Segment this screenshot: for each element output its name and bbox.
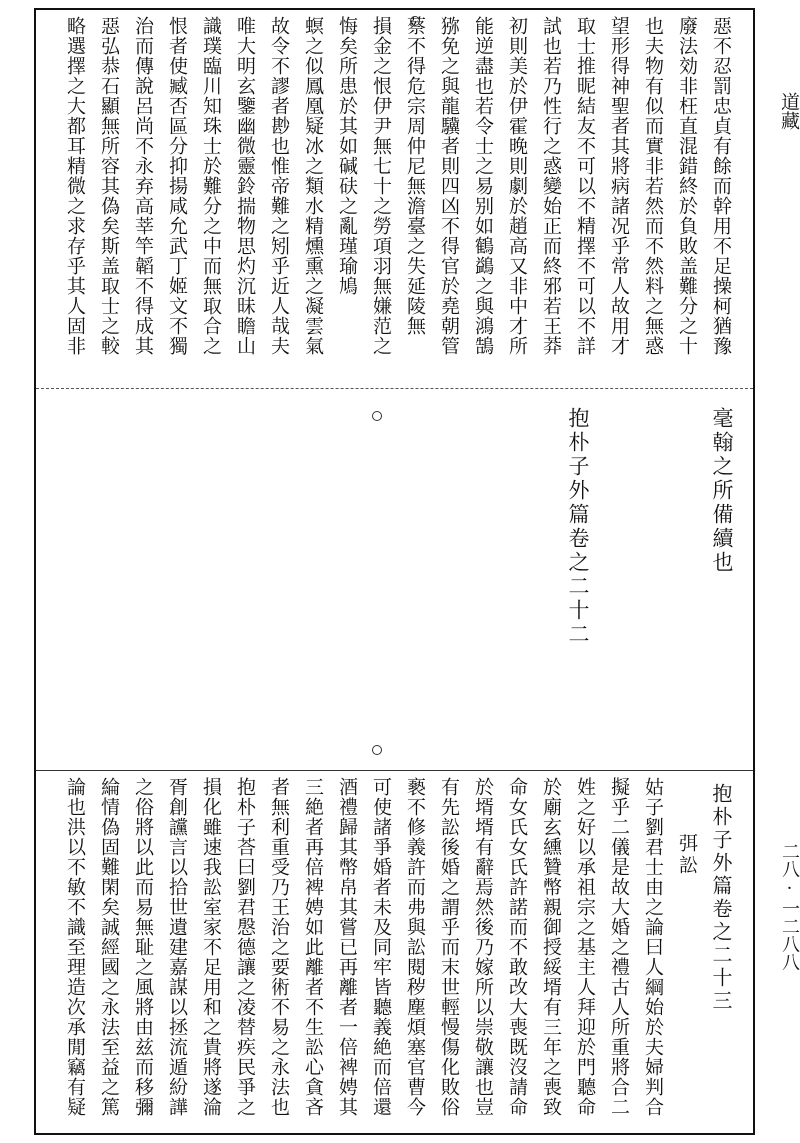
closing-note: 毫翰之所備續也 — [710, 407, 734, 575]
bottom-columns — [60, 777, 667, 1129]
book-name: 道藏 — [778, 92, 800, 130]
text-column: 酒禮歸其幣帛其嘗已再離者一倍裨娉其 — [336, 777, 358, 1117]
text-column: 螟之似鳳凰疑冰之類水精燻熏之凝雲氣 — [302, 16, 324, 356]
text-column: 有先訟後婚之謂乎而末世輕慢傷化敗俗 — [438, 777, 460, 1117]
text-column: 擬乎二儀是故大婚之禮古人所重將合二 — [608, 777, 630, 1117]
text-column: 惡不忍罰忠貞有餘而幹用不足操柯猶豫 — [710, 16, 732, 356]
text-column: 略選擇之大都耳精微之求存乎其人固非 — [64, 16, 86, 356]
text-column: 蔡不得危宗周仲尼無澹臺之失延陵無 — [404, 16, 426, 336]
text-column: 損金之恨伊尹無七十之勞項羽無嫌范之 — [370, 16, 392, 356]
text-column: 於壻壻有辭焉然後乃嫁所以崇敬讓也豈 — [472, 777, 494, 1117]
text-column: 治而傳說呂尚不永弃高莘竿韜不得成其 — [132, 16, 154, 356]
text-column: 綸情偽固難閑矣誠經國之永法至益之篤 — [98, 777, 120, 1117]
text-column: 胥創讜言以拾世遺建嘉謀以拯流遁紛譁 — [166, 777, 188, 1117]
page-number: 二八·一二八八 — [779, 842, 800, 971]
ring-mark — [372, 745, 382, 755]
top-text-block — [36, 10, 753, 388]
text-column: 試也若乃性行之惑變始正而終邪若王莽 — [540, 16, 562, 356]
text-column: 望形得神聖者其將病諸况乎常人故用才 — [608, 16, 630, 356]
text-column: 取士推昵結友不可以不精擇不可以不詳 — [574, 16, 596, 356]
ring-mark — [372, 411, 382, 421]
text-column: 於廟玄纁贊幣親御授綏壻有三年之喪致 — [540, 777, 562, 1117]
text-column: 論也洪以不敏不識至理造次承閒竊有疑 — [64, 777, 86, 1117]
text-column: 惡弘恭石顯無所容其偽矣斯盖取士之較 — [98, 16, 120, 356]
volume-end-title: 抱朴子外篇卷之二十二 — [566, 407, 590, 647]
bottom-text-block — [36, 771, 753, 1133]
text-column: 識璞臨川知珠士於難分之中而無取合之 — [200, 16, 222, 356]
chapter-title: 弭訟 — [676, 833, 698, 877]
text-column: 命女氏女氏許諾而不敢改大喪既沒請命 — [506, 777, 528, 1117]
text-column: 能逆盡也若令士之易别如鶴鷁之與鴻鵠 — [472, 16, 494, 356]
ring-mark — [410, 16, 420, 26]
text-column: 初則美於伊霍晚則劇於趙高又非中才所 — [506, 16, 528, 356]
text-column: 故令不謬者尠也惟帝難之矧乎近人哉夫 — [268, 16, 290, 356]
text-column: 者無利重受乃王治之要術不易之永法也 — [268, 777, 290, 1117]
text-column: 可使諸爭婚者未及同牢皆聽義絶而倍還 — [370, 777, 392, 1117]
text-column: 唯大明玄鑒幽微靈鈴揣物思灼沉昧瞻山 — [234, 16, 256, 356]
text-column: 褻不修義許而弗與訟閱秽塵煩塞官曹今 — [404, 777, 426, 1117]
text-column: 悔矣所患於其如碱砆之亂瑾瑜鳩 — [336, 16, 358, 296]
volume-title: 抱朴子外篇卷之二十三 — [709, 783, 733, 1013]
text-column: 廢法効非枉直混錯終於負敗盖難分之十 — [676, 16, 698, 356]
page-frame — [34, 8, 755, 1135]
text-column: 姓之好以承祖宗之基主人拜迎於門聽命 — [574, 777, 596, 1117]
text-column: 恨者使臧否區分抑揚咸允武丁姬文不獨 — [166, 16, 188, 356]
text-column: 之俗將以此而易無耻之風將由兹而移彌 — [132, 777, 154, 1117]
top-columns — [60, 16, 735, 382]
text-column: 三絶者再倍裨娉如此離者不生訟心貪吝 — [302, 777, 324, 1117]
text-column: 抱朴子荅曰劉君慇德讓之凌替疾民爭之 — [234, 777, 256, 1117]
text-column: 損化雖速我訟室家不足用和之貴將遂淪 — [200, 777, 222, 1117]
text-column: 猕免之與龍驥者則四凶不得官於堯朝管 — [438, 16, 460, 356]
middle-text-block — [36, 388, 753, 771]
text-column: 也夫物有似而實非若然而不然料之無惑 — [642, 16, 664, 356]
text-column: 姑子劉君士由之論曰人綱始於夫婦判合 — [642, 777, 664, 1117]
